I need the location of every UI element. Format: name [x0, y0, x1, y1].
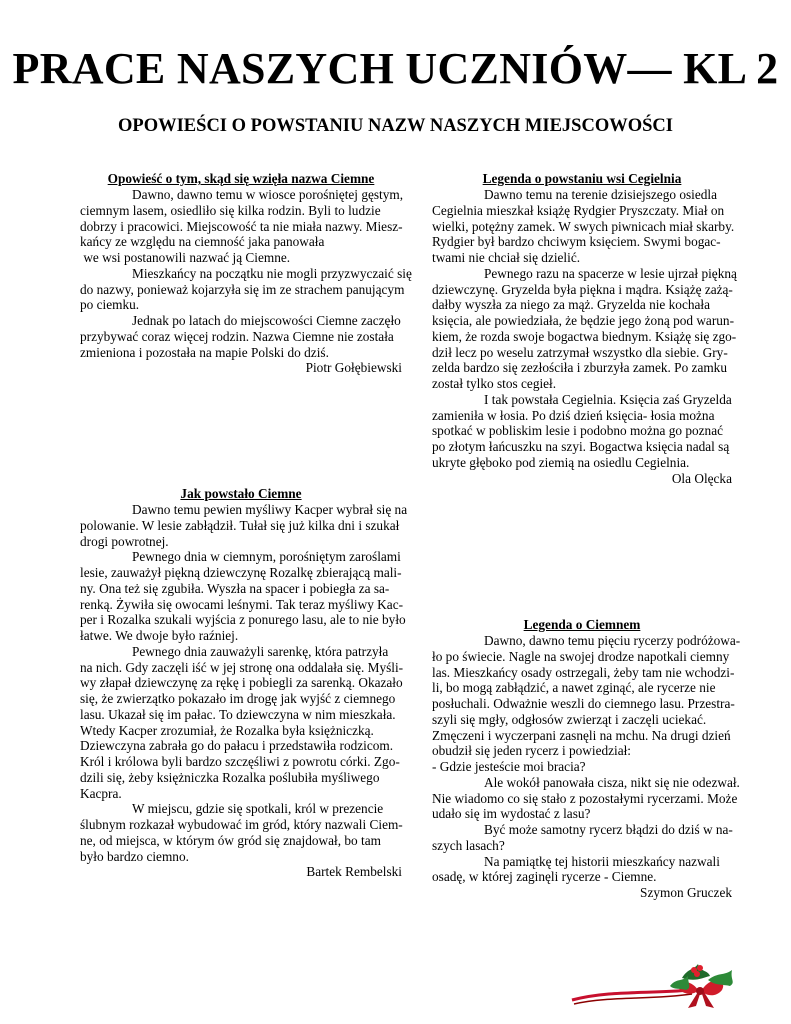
text-line: Rydgier był bardzo chciwym księciem. Swymi bogac-	[432, 234, 721, 250]
text-line: Ale wokół panowała cisza, nikt się nie odezwał.	[484, 774, 740, 790]
text-line: drogi powrotnej.	[80, 533, 169, 549]
text-line: księcia, ale powiedziała, że będzie jego żoną pod warun-	[432, 313, 734, 328]
text-line: posłuchali. Odważnie weszli do ciemnego lasu. Przestra-	[432, 696, 735, 711]
text-line: Jednak po latach do miejscowości Ciemne zaczęło	[132, 313, 401, 328]
text-line: dobrzy i pracowici. Miejscowość ta nie miała nazwy. Miesz-	[80, 218, 403, 234]
text-line: szyli się mgły, odgłosów zwierząt i zaczęli uciekać.	[432, 711, 707, 727]
text-line: było bardzo ciemno.	[80, 848, 189, 864]
text-line: Zmęczeni i wyczerpani zasnęli na mchu. Na drugi dzień	[432, 727, 731, 743]
text-line: ne, od miejsca, w którym ów gród się znajdował, bo tam	[80, 832, 381, 848]
text-line: Król i królowa byli bardzo szczęśliwi z powrotu córki. Zgo-	[80, 754, 400, 769]
text-line: osadę, w której zaginęli rycerze - Ciemne.	[432, 869, 657, 885]
article-cegielnia-legend	[432, 171, 737, 486]
page-subtitle: OPOWIEŚCI O POWSTANIU NAZW NASZYCH MIEJSCOWOŚCI	[118, 116, 673, 136]
article-heading: Legenda o powstaniu wsi Cegielnia	[482, 171, 682, 186]
text-line: się, że zwierzątko pokazało im drogę jak wyjść z ciemnego	[80, 691, 396, 706]
text-line: las. Mieszkańcy osady ostrzegali, żeby tam nie wchodzi-	[432, 664, 735, 680]
text-line: Dawno temu pewien myśliwy Kacper wybrał się na	[132, 502, 408, 517]
text-line: dził lecz po weselu zatrzymał wszystko dla siebie. Gry-	[432, 344, 728, 360]
article-legenda-o-ciemnem	[432, 617, 741, 901]
text-line: per i Rozalka szukali wyjścia z ponurego lasu, ale to nie było	[80, 612, 406, 628]
article-author: Szymon Gruczek	[640, 885, 732, 900]
text-line: dzili się, żeby księżniczka Rozalka poślubiła myśliwego	[80, 769, 380, 785]
text-line: Dawno, dawno temu w wiosce porośniętej gęstym,	[132, 187, 404, 202]
text-line: W miejscu, gdzie się spotkali, król w prezencie	[132, 801, 384, 817]
text-line: li, bo mogą zabłądzić, a nawet zginąć, ale rycerze nie	[432, 680, 716, 696]
text-line: zmieniona i pozostała na mapie Polski do dziś.	[80, 344, 329, 360]
text-line: - Gdzie jesteście moi bracia?	[432, 759, 586, 774]
text-line: Pewnego razu na spacerze w lesie ujrzał piękną	[484, 265, 737, 281]
text-line: obudził się jeden rycerz i powiedział:	[432, 743, 632, 759]
text-line: Dawno, dawno temu pięciu rycerzy podróżowa-	[484, 633, 741, 648]
text-line: Wtedy Kacper zrozumiał, że Rozalka była księżniczką.	[80, 722, 374, 738]
text-line: Pewnego dnia w ciemnym, porośniętym zaroślami	[132, 549, 401, 565]
text-line: Kacpra.	[80, 785, 122, 801]
text-line: Na pamiątkę tej historii mieszkańcy nazwali	[484, 853, 720, 869]
text-line: ny. Ona też się zgubiła. Wyszła na spacer i pobiegła za sa-	[80, 580, 390, 596]
text-line: został tylko stos cegieł.	[432, 376, 557, 391]
text-line: Mieszkańcy na początku nie mogli przyzwyczaić się	[132, 265, 412, 281]
text-line: łatwe. We dwoje było raźniej.	[80, 628, 239, 643]
text-line: na nich. Gdy zaczęli iść w jej stronę ona oddalała się. Myśli-	[80, 659, 404, 675]
text-line: Dawno temu na terenie dzisiejszego osiedla	[484, 187, 717, 202]
text-line: lesie, zauważył piękną dziewczynę Rozalkę zbierającą mali-	[80, 565, 402, 580]
article-heading: Jak powstało Ciemne	[180, 486, 302, 501]
text-line: Cegielnia mieszkał książę Rydgier Pryszczaty. Miał on	[432, 202, 725, 218]
text-line: lasu. Ukazał się im pałac. To dziewczyna w nim mieszkała.	[80, 706, 396, 722]
text-line: kiem, że rozda swoje bogactwa biednym. Książę się zgo-	[432, 328, 737, 344]
text-line: ło po świecie. Nagle na swojej drodze napotkali ciemny	[432, 648, 730, 664]
text-line: Być może samotny rycerz błądzi do dziś w na-	[484, 822, 733, 837]
text-line: szych lasach?	[432, 837, 505, 853]
text-line: ciemnym lasem, osiedliło się kilka rodzin. Byli to ludzie	[80, 202, 381, 218]
text-line: zelda bardzo się zezłościła i zburzyła zamek. Po zamku	[432, 360, 727, 376]
text-line: polowanie. W lesie zabłądził. Tułał się już kilka dni i szukał	[80, 517, 400, 533]
text-line: I tak powstała Cegielnia. Księcia zaś Gryzelda	[484, 391, 732, 407]
text-line: Pewnego dnia zauważyli sarenkę, która patrzyła	[132, 643, 389, 659]
text-line: wy złapał dziewczynę za rękę i pobiegli za sarenką. Okazało	[80, 675, 403, 691]
article-heading: Legenda o Ciemnem	[523, 617, 641, 632]
text-line: kańcy ze względu na ciemność jaka panowała	[80, 234, 325, 250]
text-line: ukryte głęboko pod ziemią na osiedlu Cegielnia.	[432, 454, 690, 470]
text-line: do nazwy, ponieważ kojarzyła się im ze strachem panującym	[80, 281, 405, 297]
text-line: zamieniła w łosia. Po dziś dzień księcia- łosia można	[432, 407, 715, 423]
page-title: PRACE NASZYCH UCZNIÓW— KL 2	[12, 44, 779, 93]
text-line: renką. Żywiła się owocami leśnymi. Tak teraz myśliwy Kac-	[80, 596, 404, 612]
text-line: we wsi postanowili nazwać ją Ciemne.	[80, 250, 291, 265]
text-line: dziewczynę. Gryzelda była piękna i mądra. Książę zażą-	[432, 281, 733, 297]
text-line: przybywać coraz więcej rodzin. Nazwa Ciemne nie została	[80, 328, 394, 344]
text-line: udało się im wydostać z lasu?	[432, 806, 591, 822]
text-line: dałby wyszła za niego za mąż. Gryzelda nie kochała	[432, 297, 710, 313]
article-author: Bartek Rembelski	[306, 864, 402, 880]
text-line: spotkać w pobliskim lesie i podobno można go poznać	[432, 423, 723, 439]
article-author: Ola Olęcka	[671, 470, 732, 486]
text-line: wielki, potężny zamek. W swych piwnicach miał skarby.	[432, 218, 735, 234]
article-ciemne-story	[80, 171, 412, 376]
text-line: po złotym łańcuszku na szyi. Bogactwa księcia nadal są	[432, 439, 730, 454]
holly-ribbon-decoration	[570, 960, 740, 1010]
text-line: po ciemku.	[80, 297, 140, 313]
article-author: Piotr Gołębiewski	[305, 360, 402, 376]
text-line: ślubnym rozkazał wybudować im gród, który nazwali Ciem-	[80, 817, 403, 832]
text-line: Nie wiadomo co się stało z pozostałymi rycerzami. Może	[432, 790, 738, 806]
article-jak-powstalo-ciemne	[80, 486, 408, 880]
text-line: twami nie chciał się dzielić.	[432, 250, 581, 265]
article-heading: Opowieść o tym, skąd się wzięła nazwa Ciemne	[107, 171, 375, 186]
text-line: Dziewczyna zabrała go do pałacu i przedstawiła rodzicom.	[80, 738, 394, 754]
